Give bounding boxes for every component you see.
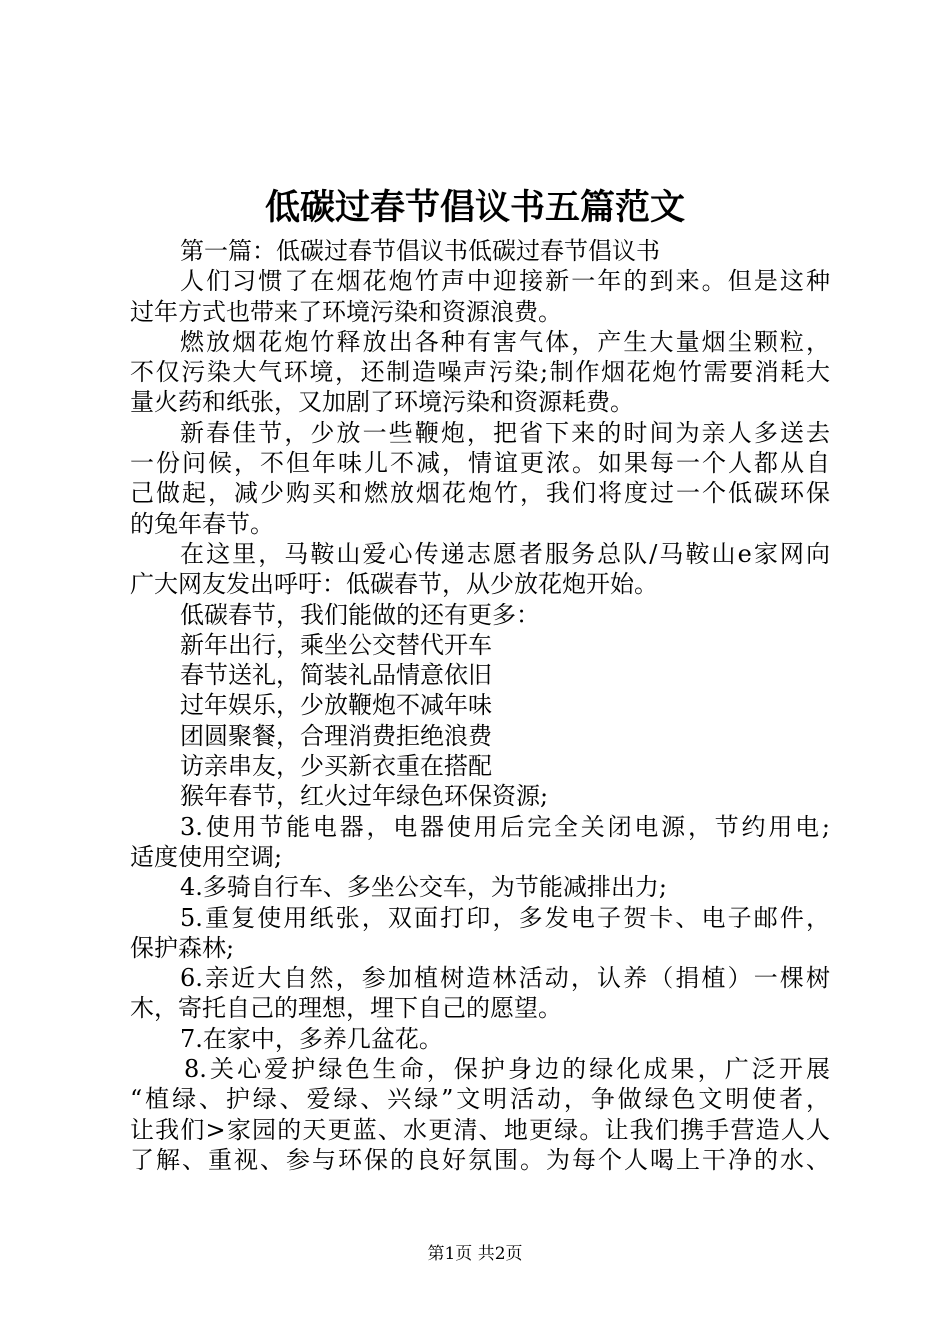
text-line: 人们习惯了在烟花炮竹声中迎接新一年的到来。但是这种: [180, 267, 830, 296]
text-line: 燃放烟花炮竹释放出各种有害气体，产生大量烟尘颗粒，: [180, 327, 830, 356]
text-line: 新年出行，乘坐公交替代开车: [180, 630, 492, 659]
text-line: “植绿、护绿、爱绿、兴绿”文明活动，争做绿色文明使者，: [130, 1085, 830, 1114]
text-line: 团圆聚餐，合理消费拒绝浪费: [180, 721, 492, 750]
page-footer: 第1页 共2页: [427, 1244, 523, 1264]
text-line: 低碳春节，我们能做的还有更多：: [180, 600, 540, 629]
text-line: 过年娱乐，少放鞭炮不减年味: [180, 691, 492, 720]
text-line: 适度使用空调;: [130, 842, 283, 871]
text-line: 在这里，马鞍山爱心传递志愿者服务总队/马鞍山e家网向: [180, 539, 830, 568]
text-line: 新春佳节，少放一些鞭炮，把省下来的时间为亲人多送去: [180, 418, 830, 447]
text-line: 7.在家中，多养几盆花。: [180, 1024, 443, 1053]
document-title: 低碳过春节倡议书五篇范文: [264, 187, 685, 228]
text-line: 木，寄托自己的理想，埋下自己的愿望。: [130, 994, 562, 1023]
text-line: 访亲串友，少买新衣重在搭配: [180, 752, 492, 781]
text-line: 量火药和纸张，又加剧了环境污染和资源耗费。: [130, 388, 634, 417]
text-line: 5.重复使用纸张，双面打印，多发电子贺卡、电子邮件，: [180, 903, 830, 932]
text-line: 过年方式也带来了环境污染和资源浪费。: [130, 297, 562, 326]
text-line: 第一篇：低碳过春节倡议书低碳过春节倡议书: [180, 237, 660, 265]
text-line: 了解、重视、参与环保的良好氛围。为每个人喝上干净的水、: [130, 1145, 830, 1174]
text-line: 3.使用节能电器，电器使用后完全关闭电源，节约用电;: [180, 812, 830, 841]
text-line: 保护森林;: [130, 933, 235, 962]
text-line: 春节送礼，简装礼品情意依旧: [180, 661, 492, 690]
text-line: 己做起，减少购买和燃放烟花炮竹，我们将度过一个低碳环保: [130, 479, 830, 508]
text-line: 不仅污染大气环境，还制造噪声污染;制作烟花炮竹需要消耗大: [130, 358, 830, 387]
text-line: 6.亲近大自然，参加植树造林活动，认养（捐植）一棵树: [180, 964, 830, 993]
text-line: 4.多骑自行车、多坐公交车，为节能减排出力;: [180, 873, 667, 902]
text-line: 一份问候，不但年味儿不减，情谊更浓。如果每一个人都从自: [130, 449, 830, 478]
text-line: 猴年春节，红火过年绿色环保资源;: [180, 782, 549, 811]
text-line: 的兔年春节。: [130, 509, 274, 538]
document-body: [130, 236, 830, 1175]
text-line: 8.关心爱护绿色生命，保护身边的绿化成果，广泛开展: [184, 1055, 830, 1084]
text-line: 广大网友发出呼吁：低碳春节，从少放花炮开始。: [130, 570, 658, 599]
text-line: 让我们>家园的天更蓝、水更清、地更绿。让我们携手营造人人: [130, 1115, 830, 1144]
